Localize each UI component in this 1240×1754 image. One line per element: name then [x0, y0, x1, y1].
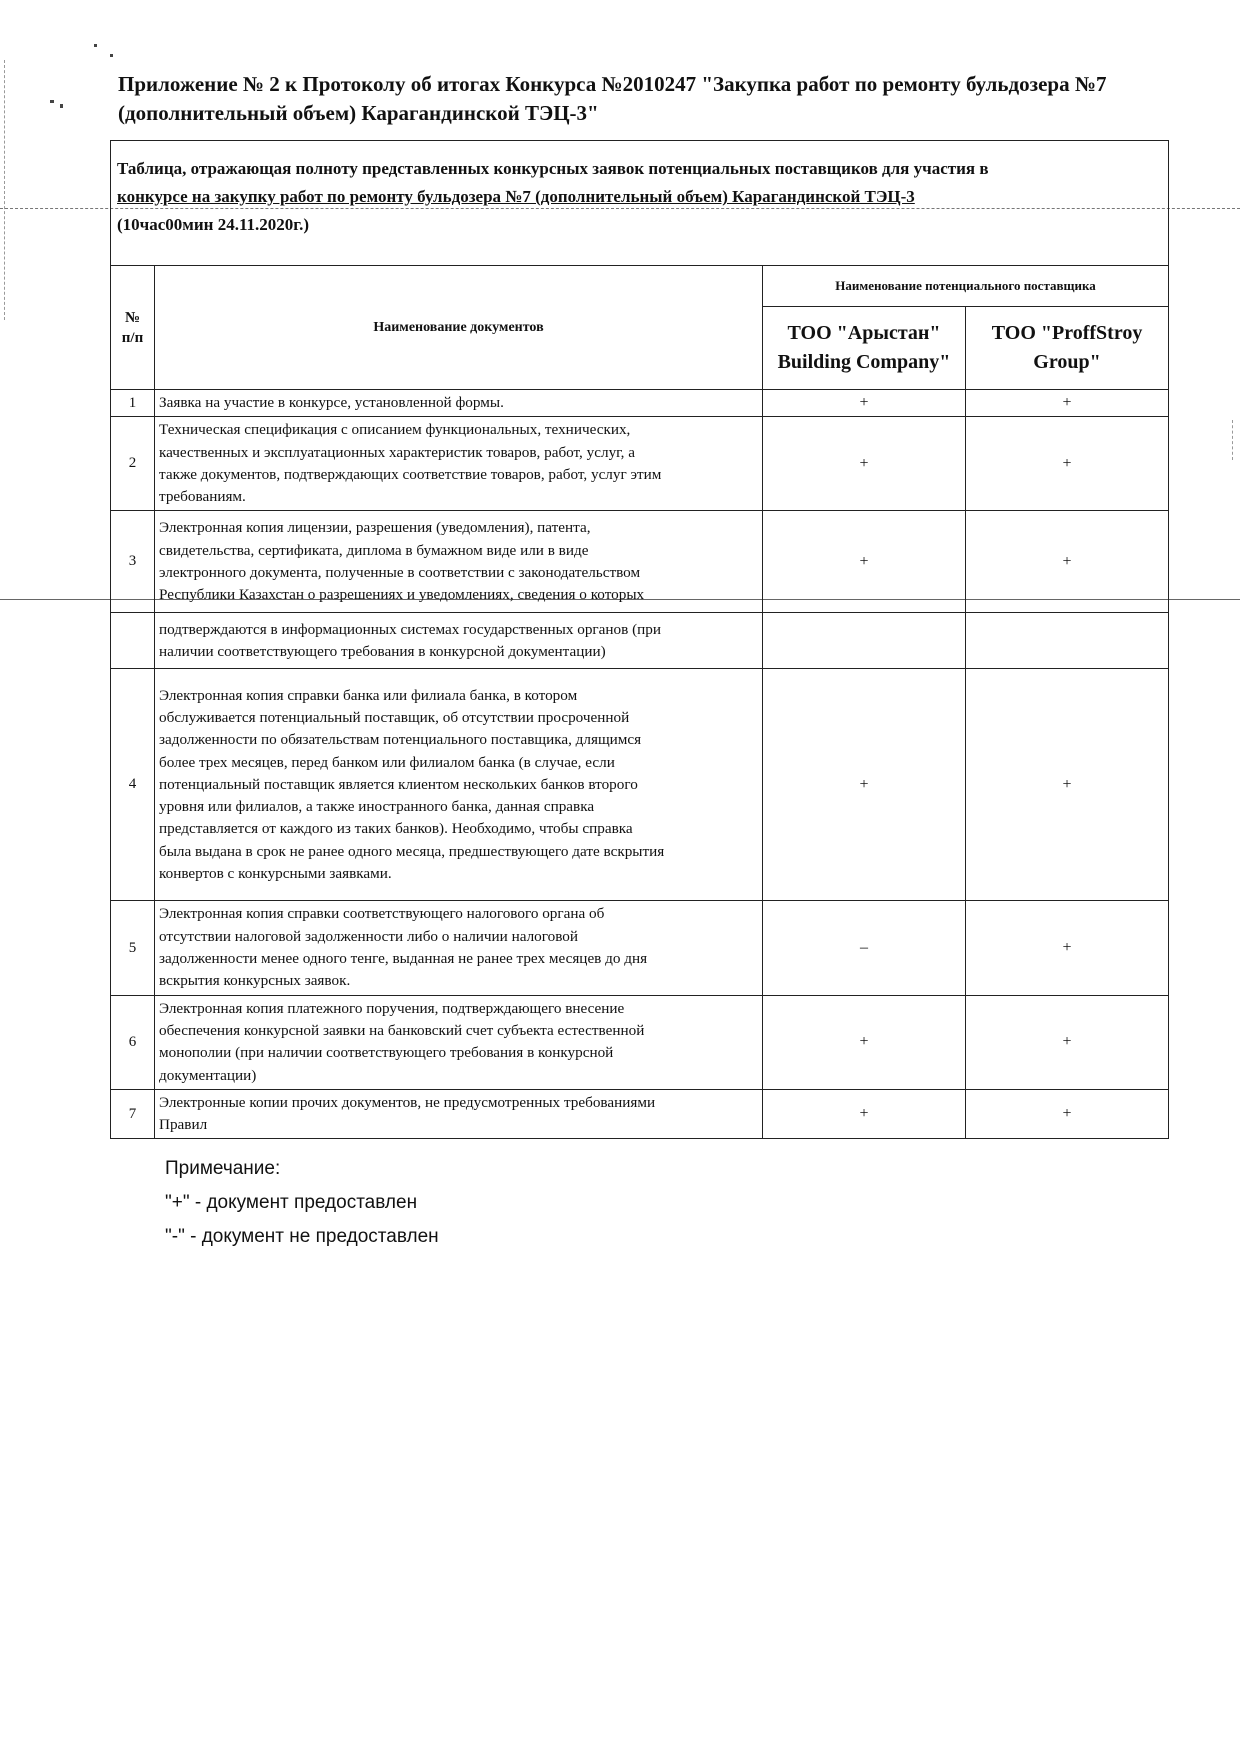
supplier-2-mark — [966, 613, 1169, 669]
document-name — [155, 511, 763, 613]
document-name — [155, 613, 763, 669]
document-name — [155, 901, 763, 995]
document-name-line: отсутствии налоговой задолженности либо о наличии налоговой — [159, 927, 579, 945]
supplier-2-mark: + — [966, 995, 1169, 1089]
heading-line: Приложение № 2 к Протоколу об итогах Конкурса №2010247 "Закупка работ по ремонту бульдозера №7 — [118, 72, 1107, 96]
row-number: 4 — [111, 669, 155, 901]
document-name-line: монополии (при наличии соответствующего требования в конкурсной — [159, 1044, 614, 1062]
document-name-line: качественных и эксплуатационных характеристик товаров, работ, услуг, а — [159, 443, 636, 461]
table-row — [111, 613, 1169, 669]
row-number — [111, 613, 155, 669]
notes-minus: "-" - документ не предоставлен — [165, 1226, 439, 1247]
document-name — [155, 390, 763, 417]
document-name-line: вскрытия конкурсных заявок. — [159, 972, 351, 990]
header-number-symbol: № — [124, 309, 141, 326]
row-number: 2 — [111, 417, 155, 511]
document-name-line: электронного документа, полученные в соответствии с законодательством — [159, 563, 641, 581]
document-name-line: свидетельства, сертификата, диплома в бумажном виде или в виде — [159, 541, 589, 559]
table-row — [111, 669, 1169, 901]
document-name-line: обеспечения конкурсной заявки на банковский счет субъекта естественной — [159, 1021, 645, 1039]
table-row — [111, 417, 1169, 511]
document-name-line: Правил — [159, 1116, 208, 1134]
caption-line: (10час00мин 24.11.2020г.) — [117, 215, 309, 234]
document-name-line: уровня или филиалов, а также иностранного банка, данная справка — [159, 798, 595, 816]
header-number-label: п/п — [121, 329, 144, 346]
document-name-line: подтверждаются в информационных системах государственных органов (при — [159, 620, 661, 638]
document-name-line: также документов, подтверждающих соответствие товаров, работ, услуг этим — [159, 465, 662, 483]
table-row — [111, 901, 1169, 995]
scan-speck — [60, 104, 63, 108]
document-name-line: Республики Казахстан о разрешениях и уведомлениях, сведения о которых — [159, 586, 645, 604]
row-number: 3 — [111, 511, 155, 613]
document-name — [155, 669, 763, 901]
row-number: 7 — [111, 1089, 155, 1139]
document-name-line: более трех месяцев, перед банком или филиалом банка (в случае, если — [159, 753, 615, 771]
supplier-2-mark: + — [966, 390, 1169, 417]
document-name-line: была выдана в срок не ранее одного месяца, предшествующего дате вскрытия — [159, 842, 665, 860]
header-supplier: Наименование потенциального поставщика — [763, 266, 1169, 307]
supplier-2-mark: + — [966, 417, 1169, 511]
document-name-line: Техническая спецификация с описанием функциональных, технических, — [159, 421, 631, 439]
scan-speck — [50, 100, 54, 103]
supplier-1-mark: + — [763, 1089, 966, 1139]
supplier-1-mark: + — [763, 995, 966, 1089]
document-name — [155, 995, 763, 1089]
table-body — [111, 390, 1169, 1139]
caption-line: конкурсе на закупку работ по ремонту бульдозера №7 (дополнительный объем) Карагандинской ТЭЦ-3 — [117, 187, 915, 206]
supplier-2-mark: + — [966, 511, 1169, 613]
row-number: 1 — [111, 390, 155, 417]
table-row — [111, 995, 1169, 1089]
document-name-line: наличии соответствующего требования в конкурсной документации) — [159, 642, 606, 660]
supplier-1-mark: + — [763, 417, 966, 511]
supplier-1-mark: + — [763, 669, 966, 901]
document-name-line: задолженности менее одного тенге, выданная не ранее трех месяцев до дня — [159, 950, 648, 968]
document-name-line: задолженности по обязательствам потенциального поставщика, длящимся — [159, 731, 642, 749]
supplier-1-mark: + — [763, 511, 966, 613]
table-caption — [111, 141, 1169, 266]
document-name-line: требованиям. — [159, 488, 246, 506]
document-name-line: Электронная копия справки соответствующего налогового органа об — [159, 905, 605, 923]
row-number: 6 — [111, 995, 155, 1089]
supplier-name-line: ТОО "Арыстан" — [787, 322, 941, 344]
row-number: 5 — [111, 901, 155, 995]
scan-edge-mark — [1232, 420, 1233, 460]
supplier-2-mark: + — [966, 669, 1169, 901]
document-name-line: документации) — [159, 1066, 257, 1084]
scan-edge-mark — [4, 60, 5, 320]
heading-line: (дополнительный объем) Карагандинской ТЭЦ-3" — [118, 101, 599, 125]
header-supplier-2 — [966, 307, 1169, 390]
supplier-1-mark — [763, 613, 966, 669]
notes-title: Примечание: — [165, 1158, 281, 1179]
completeness-table — [110, 140, 1169, 1139]
document-name-line: Заявка на участие в конкурсе, установленной формы. — [159, 394, 504, 411]
document-name-line: Электронная копия лицензии, разрешения (уведомления), патента, — [159, 519, 591, 537]
supplier-2-mark: + — [966, 901, 1169, 995]
table-header-row — [111, 266, 1169, 307]
table-row — [111, 511, 1169, 613]
table-caption-row — [111, 141, 1169, 266]
notes-block — [165, 1152, 439, 1254]
notes-plus: "+" - документ предоставлен — [165, 1192, 418, 1213]
document-heading — [118, 70, 1188, 128]
header-number — [111, 266, 155, 390]
table-row — [111, 1089, 1169, 1139]
document-name-line: потенциальный поставщик является клиентом нескольких банков второго — [159, 775, 638, 793]
supplier-name-line: Building Company" — [777, 351, 951, 373]
supplier-name-line: Group" — [1033, 351, 1101, 373]
document-name-line: конвертов с конкурсными заявками. — [159, 865, 392, 883]
document-name-line: представляется от каждого из таких банков). Необходимо, чтобы справка — [159, 820, 633, 838]
document-name-line: Электронная копия справки банка или филиала банка, в котором — [159, 686, 578, 704]
supplier-2-mark: + — [966, 1089, 1169, 1139]
caption-line: Таблица, отражающая полноту представленных конкурсных заявок потенциальных поставщиков для участия в — [117, 159, 989, 178]
header-supplier-1 — [763, 307, 966, 390]
scan-speck — [94, 44, 97, 47]
document-name-line: Электронные копии прочих документов, не предусмотренных требованиями — [159, 1093, 656, 1111]
document-name — [155, 417, 763, 511]
document-name-line: обслуживается потенциальный поставщик, об отсутствии просроченной — [159, 708, 630, 726]
scan-speck — [110, 54, 113, 57]
document-name-line: Электронная копия платежного поручения, подтверждающего внесение — [159, 999, 625, 1017]
supplier-1-mark: – — [763, 901, 966, 995]
document-name — [155, 1089, 763, 1139]
header-documents: Наименование документов — [155, 266, 763, 390]
supplier-name-line: ТОО "ProffStroy — [991, 322, 1143, 344]
supplier-1-mark: + — [763, 390, 966, 417]
table-row — [111, 390, 1169, 417]
